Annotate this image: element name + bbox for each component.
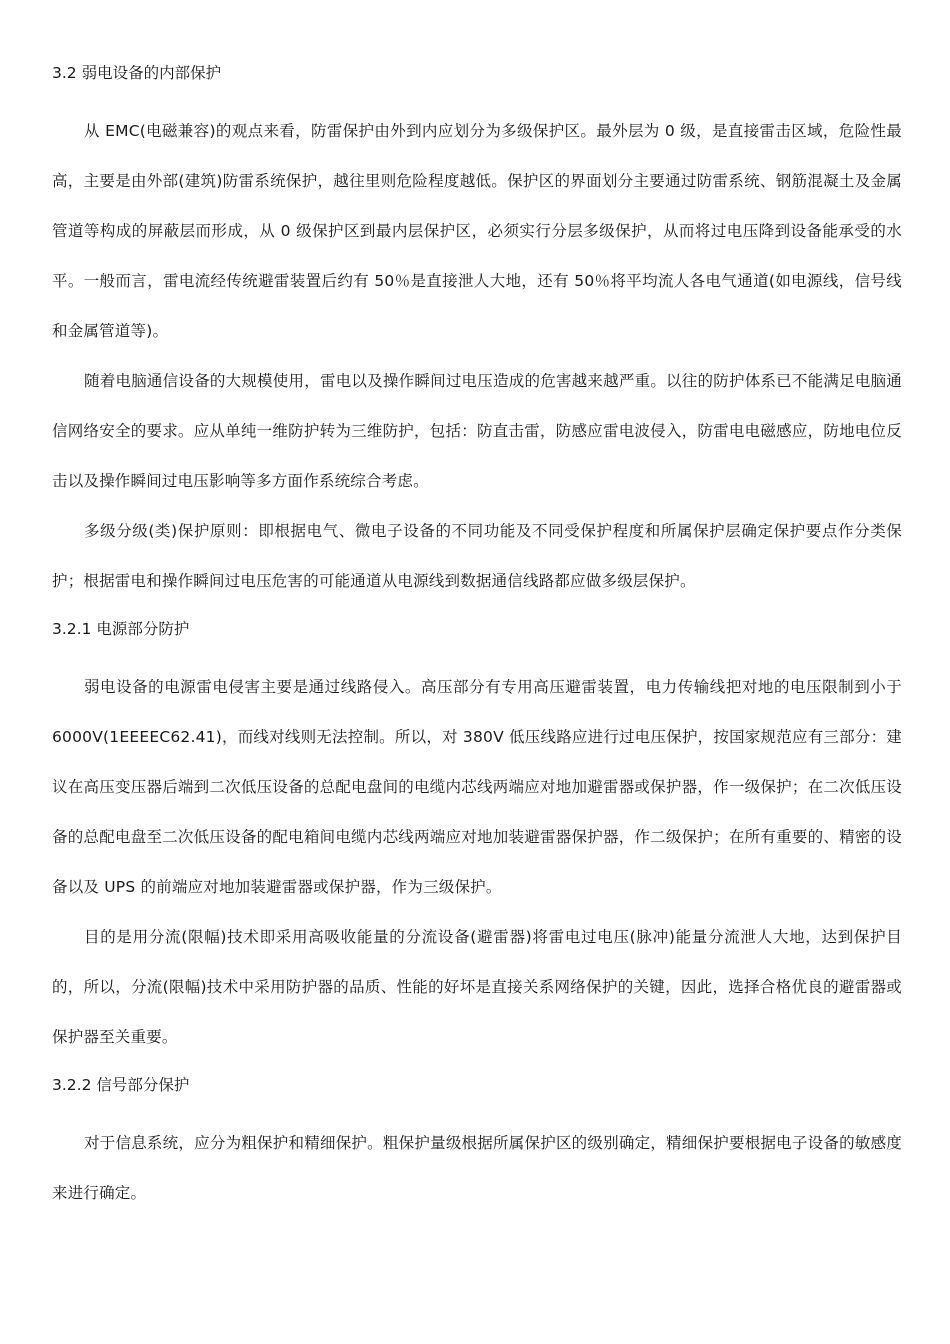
paragraph: 目的是用分流(限幅)技术即采用高吸收能量的分流设备(避雷器)将雷电过电压(脉冲)能量分流泄人大地，达到保护目的，所以，分流(限幅)技术中采用防护器的品质、性能的好坏是直接关系网络保护的关键，因此，选择合格优良的避雷器或保护器至关重要。 <box>52 928 902 1046</box>
section-heading: 3.2.2 信号部分保护 <box>52 1076 190 1094</box>
section-3-2 <box>52 58 902 606</box>
section-heading: 3.2 弱电设备的内部保护 <box>52 64 222 82</box>
section-3-2-2 <box>52 1070 902 1218</box>
section-heading: 3.2.1 电源部分防护 <box>52 620 190 638</box>
paragraph: 随着电脑通信设备的大规模使用，雷电以及操作瞬间过电压造成的危害越来越严重。以往的防护体系已不能满足电脑通信网络安全的要求。应从单纯一维防护转为三维防护，包括：防直击雷，防感应雷电波侵入，防雷电电磁感应，防地电位反击以及操作瞬间过电压影响等多方面作系统综合考虑。 <box>52 372 902 490</box>
paragraph: 对于信息系统，应分为粗保护和精细保护。粗保护量级根据所属保护区的级别确定，精细保护要根据电子设备的敏感度来进行确定。 <box>52 1134 902 1202</box>
section-3-2-1 <box>52 614 902 1062</box>
paragraph: 多级分级(类)保护原则：即根据电气、微电子设备的不同功能及不同受保护程度和所属保护层确定保护要点作分类保护；根据雷电和操作瞬间过电压危害的可能通道从电源线到数据通信线路都应做多级层保护。 <box>52 522 902 590</box>
paragraph: 弱电设备的电源雷电侵害主要是通过线路侵入。高压部分有专用高压避雷装置，电力传输线把对地的电压限制到小于 6000V(1EEEEC62.41)，而线对线则无法控制。所以，对 380V 低压线路应进行过电压保护，按国家规范应有三部分：建议在高压变压器后端到二次低压设备的总配电盘间的电缆内芯线两端应对地加避雷器或保护器，作一级保护；在二次低压设备的总配电盘至二次低压设备的配电箱间电缆内芯线两端应对地加装避雷器保护器，作二级保护；在所有重要的、精密的设备以及 UPS 的前端应对地加装避雷器或保护器，作为三级保护。 <box>52 678 902 896</box>
document-page <box>52 58 902 1218</box>
paragraph: 从 EMC(电磁兼容)的观点来看，防雷保护由外到内应划分为多级保护区。最外层为 0 级，是直接雷击区域，危险性最高，主要是由外部(建筑)防雷系统保护，越往里则危险程度越低。保护区的界面划分主要通过防雷系统、钢筋混凝土及金属管道等构成的屏蔽层而形成，从 0 级保护区到最内层保护区，必须实行分层多级保护，从而将过电压降到设备能承受的水平。一般而言，雷电流经传统避雷装置后约有 50％是直接泄人大地，还有 50％将平均流人各电气通道(如电源线，信号线和金属管道等)。 <box>52 122 902 340</box>
